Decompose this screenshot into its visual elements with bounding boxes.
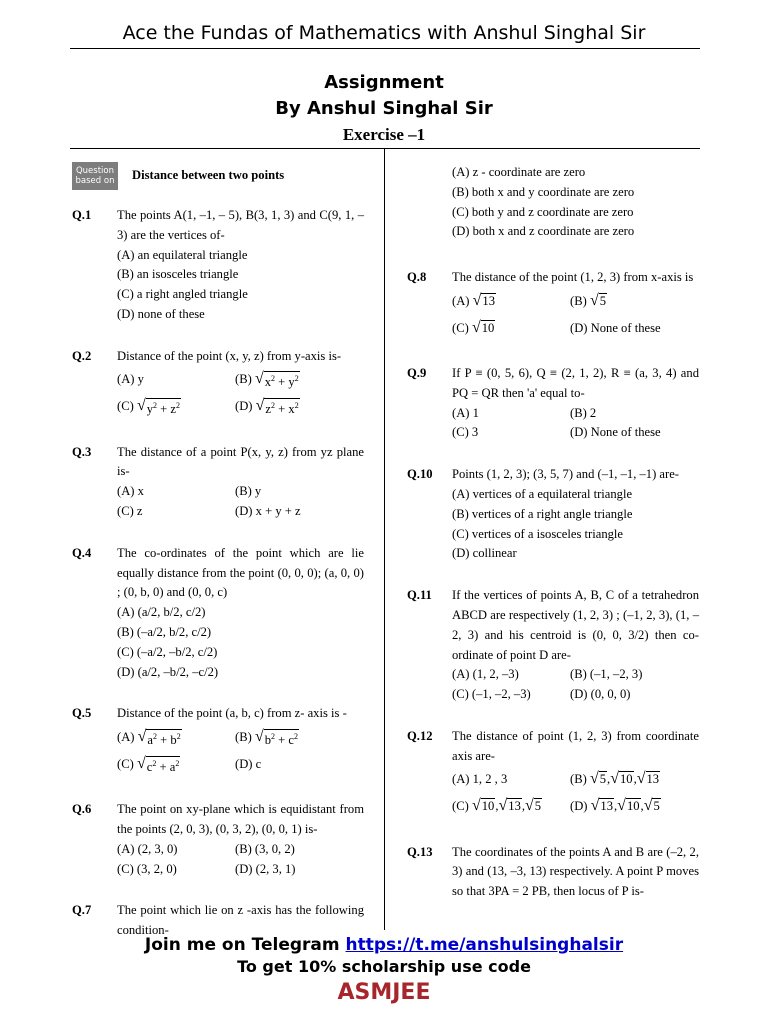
question-text: The point which lie on z -axis has the following condition- (117, 903, 364, 938)
question-number: Q.9 (407, 365, 427, 380)
option-b (235, 728, 353, 748)
question-9 (407, 364, 699, 443)
option-c: (C) z (117, 503, 143, 518)
option-c: (C) (–a/2, –b/2, c/2) (117, 644, 218, 659)
sqrt-expression: √ 5 (525, 797, 542, 815)
sqrt-expression: √ 5 (589, 291, 607, 309)
option-a (117, 728, 235, 748)
topic-header (72, 160, 364, 192)
option-a: (A) (a/2, b/2, c/2) (117, 605, 206, 620)
option-d: (D) √ 13 , √ 10 , √ 5 (570, 797, 660, 815)
question-6 (72, 800, 364, 879)
question-text: The points A(1, –1, – 5), B(3, 1, 3) and C(9, 1, –3) are the vertices of- (117, 208, 364, 242)
sqrt-expression: √ 5 (589, 770, 607, 788)
option-b: (B) 2 (570, 405, 597, 420)
option-label: (A) (117, 729, 135, 744)
question-11 (407, 586, 699, 705)
assignment-heading (0, 70, 768, 122)
option-d (235, 397, 353, 417)
question-number: Q.11 (407, 588, 432, 603)
topic-badge: Question based on (72, 162, 118, 190)
option-d: (D) (a/2, –b/2, –c/2) (117, 664, 219, 679)
option-d: (D) collinear (452, 546, 517, 561)
option-label: (C) (117, 399, 134, 414)
sqrt-expression: √ 10 (471, 318, 495, 336)
question-text: The distance of a point P(x, y, z) from yz plane is- (117, 444, 364, 479)
sqrt-expression: √ 5 (643, 797, 660, 815)
question-number: Q.12 (407, 728, 433, 743)
option-b: (B) (–a/2, b/2, c/2) (117, 624, 212, 639)
option-label: (C) (117, 756, 134, 771)
option-label: (B) (570, 772, 587, 787)
question-4 (72, 544, 364, 683)
question-1 (72, 206, 364, 325)
question-number: Q.13 (407, 844, 433, 859)
question-text: The point on xy-plane which is equidistant from the points (2, 0, 3), (0, 3, 2), (0, 0, 1) is- (117, 802, 364, 836)
question-2 (72, 347, 364, 421)
option-label: (B) (570, 293, 587, 308)
question-3 (72, 443, 364, 522)
option-c: (C) both y and z coordinate are zero (452, 204, 634, 219)
question-text: If P ≡ (0, 5, 6), Q ≡ (2, 1, 2), R ≡ (a, 3, 4) and PQ = QR then 'a' equal to- (452, 365, 699, 400)
option-label: (D) (570, 799, 588, 814)
option-b: (B) (–1, –2, 3) (570, 667, 643, 682)
option-b (235, 370, 353, 390)
option-a: (A) x (117, 484, 144, 499)
question-number: Q.1 (72, 208, 92, 222)
option-b (570, 292, 688, 312)
question-text: The co-ordinates of the point which are lie equally distance from the point (0, 0, 0); (a, 0, 0) ; (0, b, 0) and (0, 0, c) (117, 545, 364, 600)
sqrt-expression: √ $c^2 + a^2$ (136, 754, 180, 774)
option-a: (A) vertices of a equilateral triangle (452, 486, 633, 501)
sqrt-expression: √ $a^2 + b^2$ (137, 727, 181, 747)
question-number: Q.6 (72, 802, 92, 817)
option-b: (B) y (235, 484, 262, 499)
question-text: The distance of the point (1, 2, 3) from x-axis is (452, 270, 694, 285)
question-number: Q.4 (72, 545, 92, 560)
sqrt-expression: √ $x^2 + y^2$ (254, 370, 299, 390)
left-column (72, 160, 364, 963)
option-a: (A) an equilateral triangle (117, 247, 248, 262)
option-c: (C) √ 10 , √ 13 , √ 5 (452, 797, 542, 815)
question-number: Q.10 (407, 467, 433, 482)
option-d: (D) both x and z coordinate are zero (452, 224, 635, 239)
question-13 (407, 843, 699, 902)
option-d: (D) (2, 3, 1) (235, 861, 296, 876)
sqrt-expression: √ $z^2 + x^2$ (255, 397, 299, 417)
option-a (452, 292, 570, 312)
column-divider (384, 148, 385, 930)
question-10 (407, 465, 699, 564)
question-text: Points (1, 2, 3); (3, 5, 7) and (–1, –1, –1) are- (452, 467, 679, 482)
question-number: Q.2 (72, 348, 92, 363)
question-5 (72, 704, 364, 778)
question-text: Distance of the point (x, y, z) from y-axis is- (117, 348, 342, 363)
option-d: (D) (0, 0, 0) (570, 687, 631, 702)
option-label: (C) (452, 320, 469, 335)
exercise-title: Exercise –1 (342, 125, 426, 144)
option-label: (B) (235, 729, 252, 744)
scholarship-code: ASMJEE (337, 980, 431, 1005)
question-7-options (407, 163, 699, 242)
option-b: (B) both x and y coordinate are zero (452, 184, 635, 199)
option-d: (D) None of these (570, 320, 661, 335)
option-a: (A) (2, 3, 0) (117, 841, 178, 856)
option-a: (A) y (117, 372, 144, 387)
question-12 (407, 727, 699, 821)
exercise-divider (70, 148, 700, 149)
option-b: (B) √ 5 , √ 10 , √ 13 (570, 770, 660, 788)
option-c: (C) (3, 2, 0) (117, 861, 177, 876)
sqrt-expression: √ 10 (617, 797, 640, 815)
option-b: (B) an isosceles triangle (117, 267, 239, 282)
option-c: (C) vertices of a isosceles triangle (452, 526, 623, 541)
question-8 (407, 268, 699, 342)
question-text: Distance of the point (a, b, c) from z- axis is - (117, 706, 347, 721)
header-divider (70, 48, 700, 49)
option-a: (A) z - coordinate are zero (452, 165, 586, 179)
option-a: (A) 1, 2 , 3 (452, 772, 508, 787)
author-line: By Anshul Singhal Sir (275, 98, 493, 119)
question-text: If the vertices of points A, B, C of a tetrahedron ABCD are respectively (1, 2, 3) ; (–1, 2, 3), (1, –2, 3) and his centroid is (0, 0, 3/2) then co-ordinate of point D are- (452, 588, 699, 662)
question-number: Q.5 (72, 706, 92, 721)
header-title: Ace the Fundas of Mathematics with Anshul Singhal Sir (122, 22, 646, 44)
sqrt-expression: √ 13 (636, 770, 660, 788)
sqrt-expression: √ $b^2 + c^2$ (254, 727, 299, 747)
telegram-label: Join me on Telegram (144, 935, 346, 955)
topic-label: Distance between two points (132, 168, 285, 183)
option-b: (B) vertices of a right angle triangle (452, 506, 633, 521)
sqrt-expression: √ 10 (610, 770, 633, 788)
option-label: (C) (452, 799, 469, 814)
telegram-link[interactable]: https://t.me/anshulsinghalsir (345, 935, 624, 955)
question-number: Q.8 (407, 270, 427, 285)
option-c: (C) a right angled triangle (117, 287, 248, 302)
right-column (407, 163, 699, 924)
question-number: Q.7 (72, 903, 92, 918)
option-d: (D) None of these (570, 425, 661, 440)
option-label: (B) (235, 372, 252, 387)
option-c (117, 397, 235, 417)
question-text: The distance of point (1, 2, 3) from coordinate axis are- (452, 728, 699, 763)
telegram-line (0, 935, 768, 955)
assignment-title: Assignment (324, 72, 444, 93)
question-text: The coordinates of the points A and B are (–2, 2, 3) and (13, –3, 13) respectively. A point P moves so that 3PA = 2 PB, then locus of P is- (452, 844, 699, 899)
sqrt-expression: √ 10 (471, 797, 495, 815)
sqrt-expression: √ 13 (472, 291, 496, 309)
option-d: (D) none of these (117, 306, 205, 321)
sqrt-expression: √ 13 (590, 797, 614, 815)
option-label: (A) (452, 293, 470, 308)
option-d: (D) x + y + z (235, 503, 301, 518)
option-label: (D) (235, 399, 253, 414)
option-a: (A) (1, 2, –3) (452, 667, 519, 682)
scholarship-text: To get 10% scholarship use code (237, 957, 531, 976)
option-c: (C) 3 (452, 425, 479, 440)
option-c: (C) (–1, –2, –3) (452, 687, 531, 702)
option-c (452, 319, 570, 339)
sqrt-expression: √ $y^2 + z^2$ (136, 397, 181, 417)
option-c (117, 755, 235, 775)
question-number: Q.3 (72, 444, 92, 459)
sqrt-expression: √ 13 (498, 797, 521, 815)
option-a: (A) 1 (452, 405, 479, 420)
option-d: (D) c (235, 756, 262, 771)
option-b: (B) (3, 0, 2) (235, 841, 295, 856)
